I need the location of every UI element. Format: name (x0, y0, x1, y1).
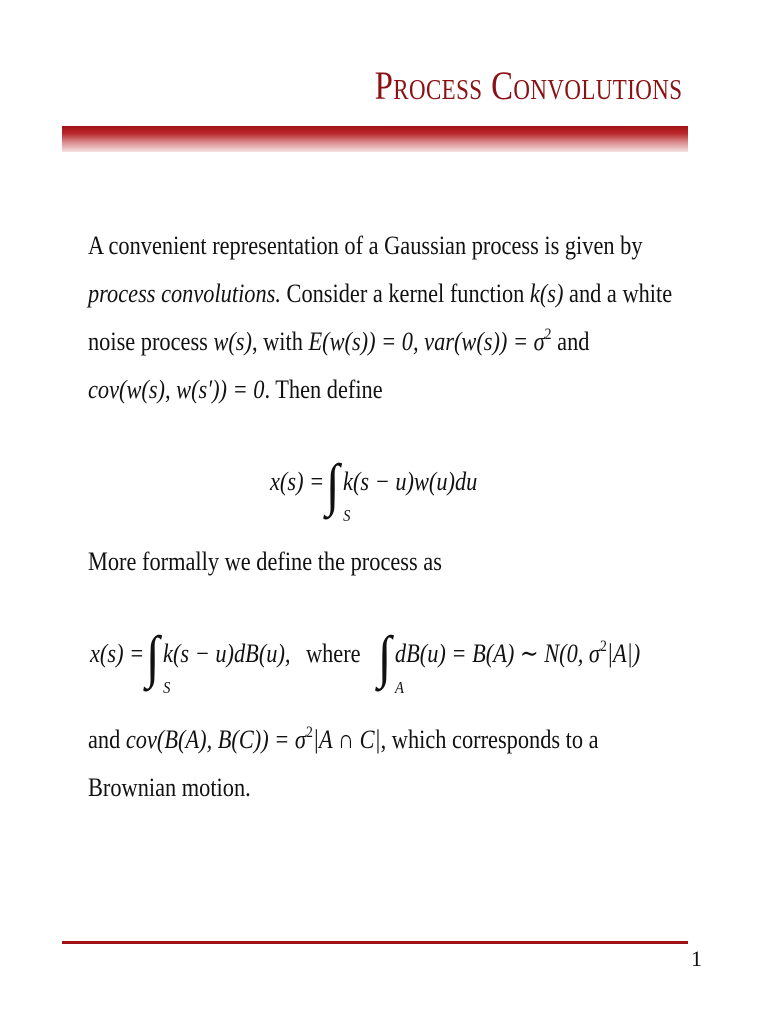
eq2-lhs: x(s) = (90, 639, 145, 668)
slide-body (88, 222, 688, 414)
math-white-noise: w(s) (213, 327, 252, 356)
math-superscript: 2 (544, 326, 552, 343)
p3-line1-tail: , which corresponds to a (380, 725, 599, 754)
footer-bar (62, 941, 688, 944)
p1-line3-tail: and (551, 327, 590, 356)
paragraph-1-line-4 (88, 366, 604, 414)
eq2-where: where (305, 639, 361, 668)
paragraph-3-line-1 (88, 716, 604, 764)
math-superscript: 2 (305, 724, 313, 741)
p3-line1-text: and (88, 725, 126, 754)
integral-sign (377, 624, 404, 698)
p1-line4-tail: . Then define (264, 375, 383, 404)
integral-subscript: S (343, 506, 351, 526)
integral-sign (145, 624, 171, 698)
math-superscript: 2 (599, 638, 607, 655)
math-intersection: |A ∩ C| (312, 725, 381, 754)
title-word-1-rest: rocess (392, 63, 483, 108)
paragraph-3-line-2 (88, 764, 604, 812)
term-process-convolutions: process convolutions. (88, 279, 281, 308)
p1-line3-text: noise process (88, 327, 214, 356)
title-bar (62, 126, 688, 152)
eq1-integrand: k(s − u)w(u)du (343, 467, 478, 496)
slide-title (374, 63, 682, 108)
p1-line1-text: A convenient representation of a Gaussian process is given by (88, 231, 643, 260)
integral-subscript: S (163, 678, 171, 698)
paragraph-2 (88, 538, 688, 586)
title-initial-1: P (374, 63, 393, 108)
integral-symbol: ∫ (325, 452, 340, 517)
math-brownian-cov: cov(B(A), B(C)) = σ (125, 725, 306, 754)
equation-1 (270, 452, 478, 526)
integral-sign (325, 452, 351, 526)
eq2-rhs: dB(u) = B(A) ∼ N(0, σ (394, 639, 600, 668)
eq2-rhs-tail: |A|) (606, 639, 641, 668)
paragraph-1-line-1 (88, 222, 643, 270)
integral-subscript: A (395, 678, 404, 698)
math-kernel: k(s) (529, 279, 564, 308)
p3-line2-text: Brownian motion. (88, 773, 251, 802)
integral-symbol: ∫ (145, 624, 160, 689)
eq2-integrand: k(s − u)dB(u), (163, 639, 291, 668)
title-word-2-rest: onvolutions (512, 63, 682, 108)
p1-line2-text: Consider a kernel function (280, 279, 530, 308)
paragraph-2-line-1 (88, 538, 604, 586)
eq1-lhs: x(s) = (270, 467, 325, 496)
equation-2 (90, 624, 641, 698)
p1-line3-mid: , with (251, 327, 309, 356)
p2-line1-text: More formally we define the process as (88, 547, 442, 576)
page-number: 1 (691, 946, 702, 971)
p1-line2-tail: and a white (563, 279, 673, 308)
math-moments: E(w(s)) = 0, var(w(s)) = σ (308, 327, 545, 356)
integral-symbol: ∫ (377, 624, 392, 689)
math-covariance: cov(w(s), w(s′)) = 0 (88, 375, 265, 404)
title-initial-2: C (490, 63, 513, 108)
paragraph-3 (88, 716, 688, 812)
paragraph-1-line-2 (88, 270, 673, 318)
paragraph-1-line-3 (88, 318, 604, 366)
